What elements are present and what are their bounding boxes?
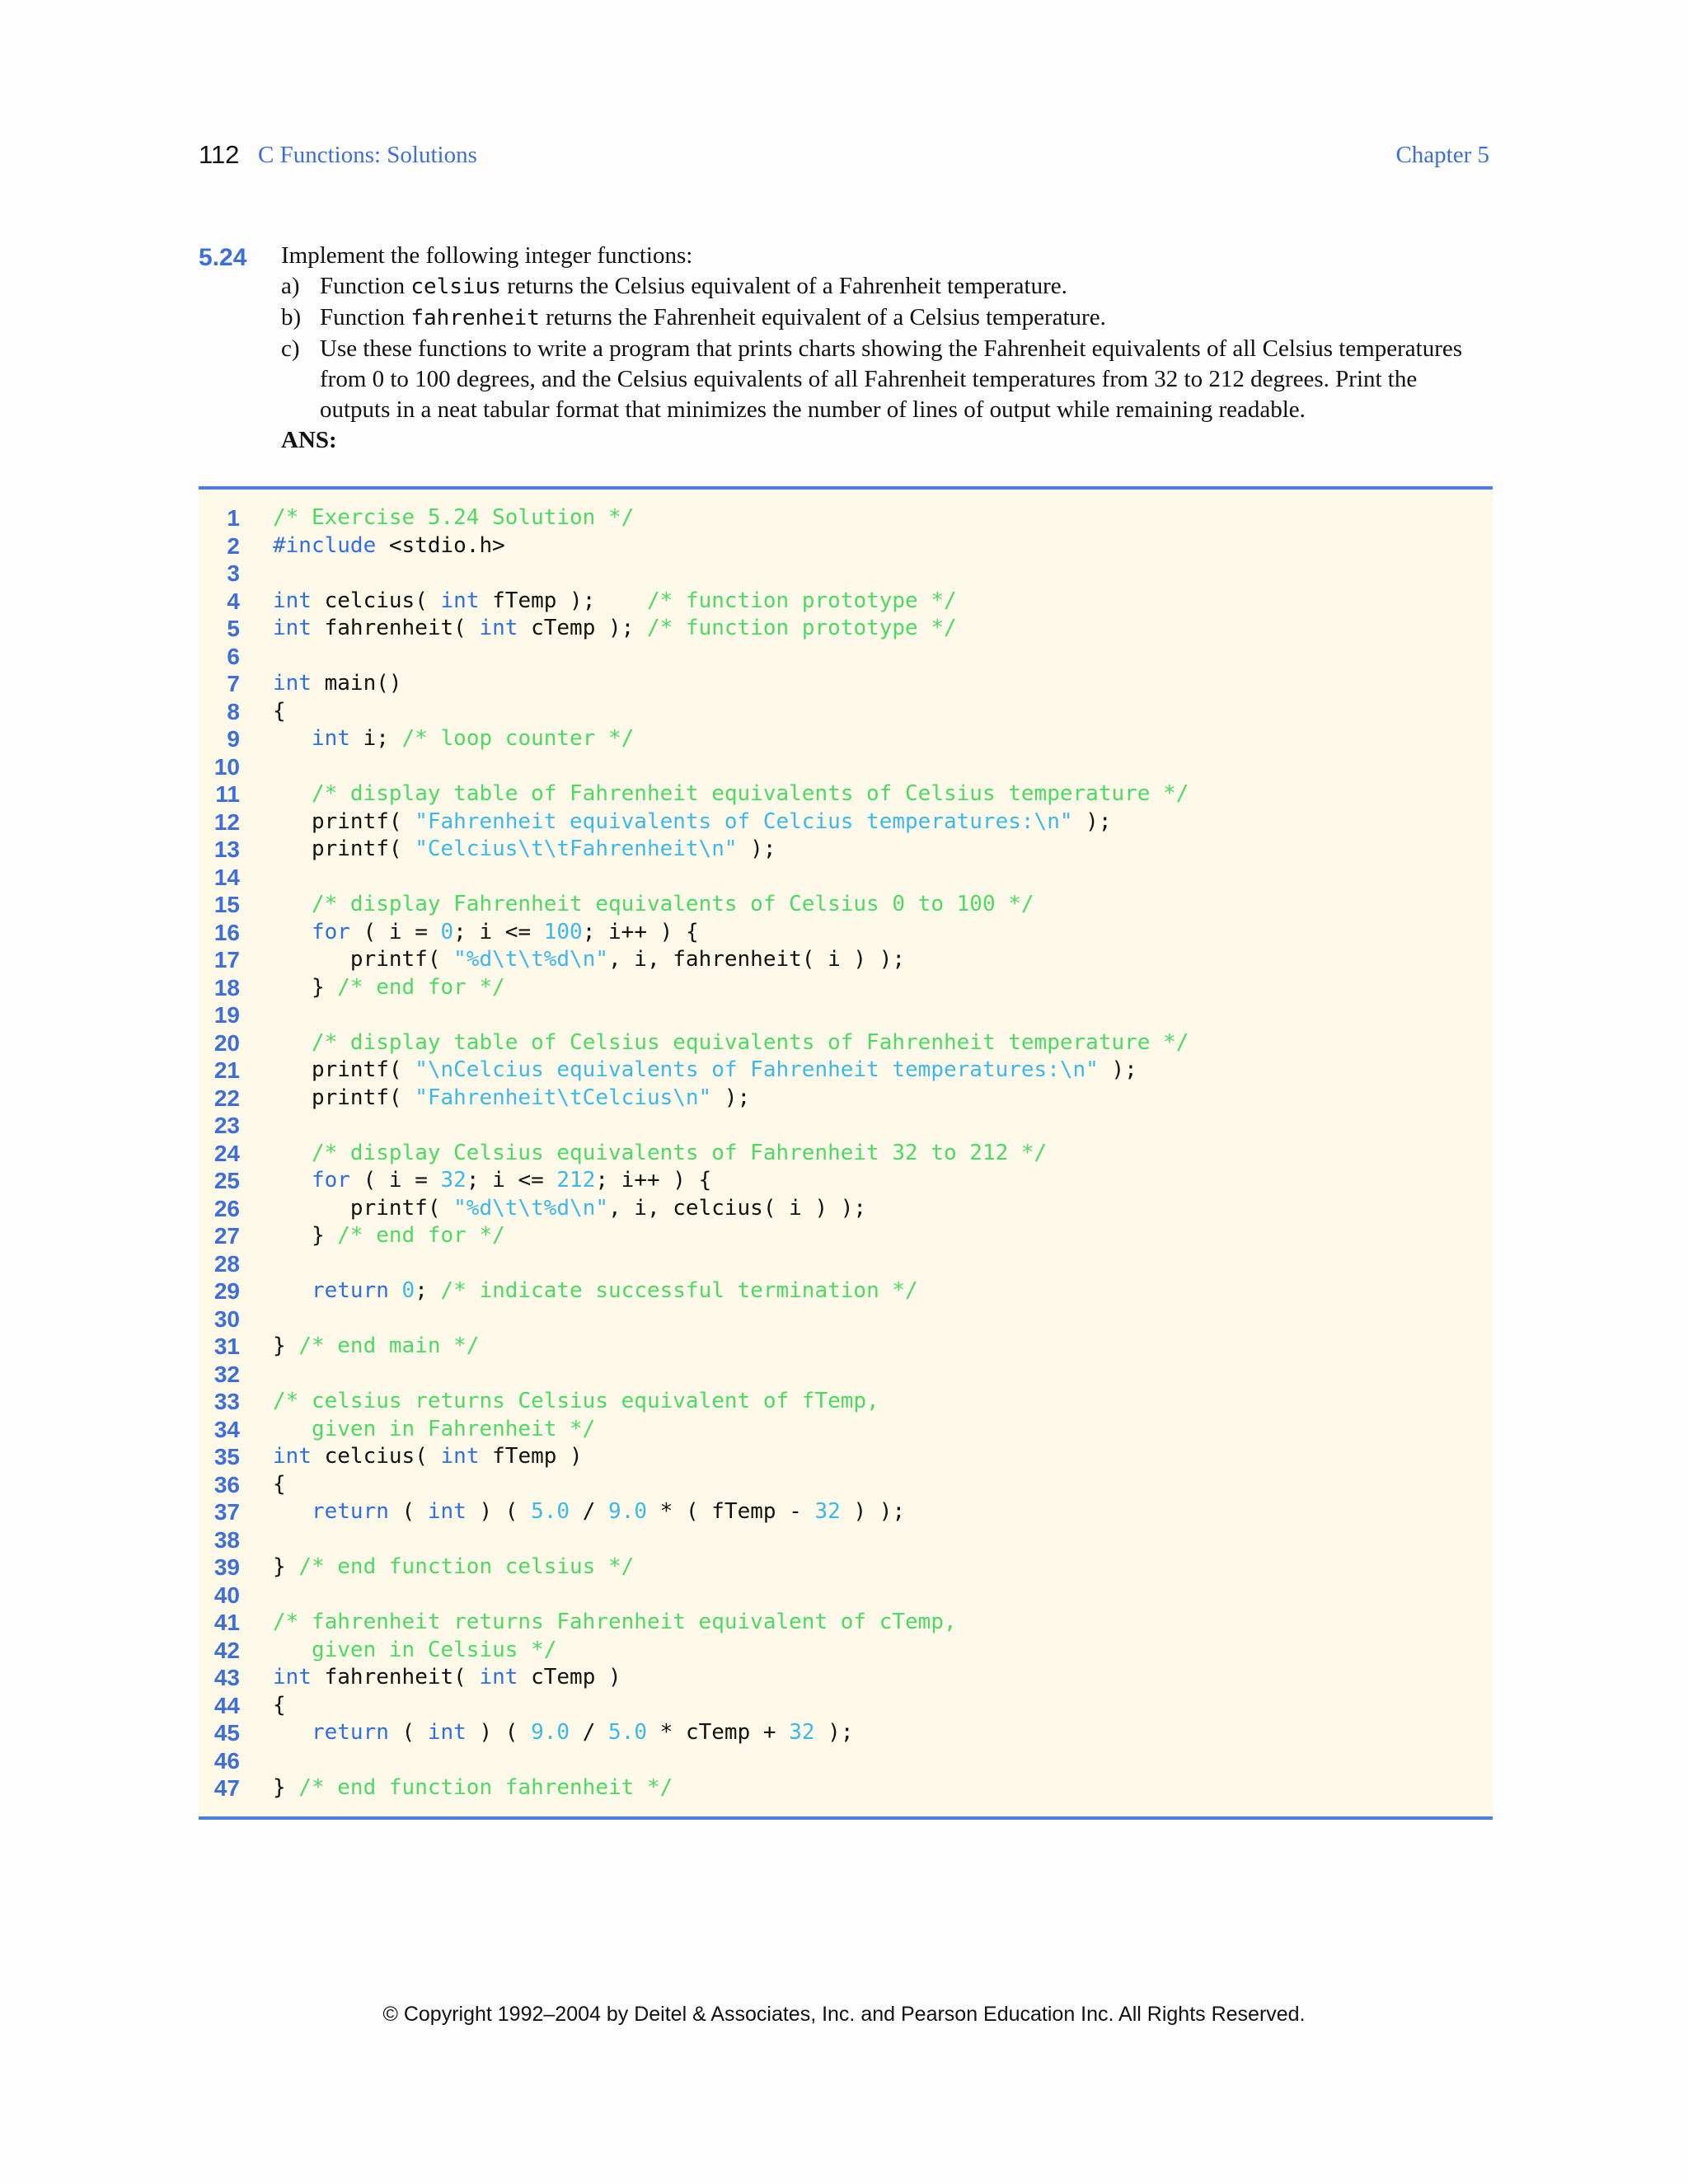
code-keyword: return — [311, 1278, 389, 1303]
code-keyword: return — [311, 1720, 389, 1745]
code-line — [199, 1361, 1493, 1389]
code-line — [199, 1774, 1493, 1802]
code-text: printf( "%d\t\t%d\n", i, celcius( i ) ); — [273, 1195, 867, 1221]
code-preprocessor: #include — [273, 532, 389, 558]
code-line — [199, 1747, 1493, 1775]
code-line — [199, 1609, 1493, 1637]
code-comment: /* end function fahrenheit */ — [298, 1775, 673, 1800]
code-string: "Fahrenheit\tCelcius\n" — [415, 1085, 712, 1110]
line-number: 27 — [213, 1223, 240, 1249]
line-number: 15 — [213, 892, 240, 917]
line-number: 4 — [227, 588, 240, 614]
code-text: for ( i = 0; i <= 100; i++ ) { — [311, 919, 699, 944]
code-line — [199, 1167, 1493, 1195]
code-text — [273, 780, 1189, 808]
code-comment: /* function prototype */ — [646, 588, 957, 613]
code-line — [199, 974, 1493, 1002]
code-line — [199, 532, 1493, 560]
code-line — [199, 891, 1493, 919]
code-line — [199, 836, 1493, 864]
line-number: 47 — [213, 1775, 240, 1801]
line-number: 42 — [213, 1637, 240, 1663]
line-number: 13 — [213, 837, 240, 862]
code-line — [199, 1250, 1493, 1278]
code-text — [273, 1609, 957, 1637]
line-number: 7 — [227, 671, 240, 696]
code-keyword: int — [273, 1444, 312, 1469]
line-number: 5 — [227, 616, 240, 641]
line-number: 14 — [213, 864, 240, 890]
line-number: 29 — [213, 1278, 240, 1304]
code-text: int celcius( int fTemp ) — [273, 1444, 583, 1469]
code-text: int celcius( int fTemp ); /* function prototype */ — [273, 588, 957, 613]
code-text: { — [273, 1471, 286, 1497]
line-number: 3 — [227, 560, 240, 586]
code-text: { — [273, 1692, 286, 1718]
exercise-body — [281, 241, 1493, 456]
code-text: printf( "%d\t\t%d\n", i, fahrenheit( i ) ); — [273, 947, 906, 972]
code-string: "%d\t\t%d\n" — [453, 1195, 608, 1221]
code-keyword: int — [479, 616, 518, 640]
code-listing — [199, 486, 1493, 1820]
code-text — [273, 1140, 1047, 1168]
code-keyword: int — [311, 726, 350, 751]
code-text: printf( "Celcius\t\tFahrenheit\n" ); — [273, 837, 776, 861]
code-line — [199, 1554, 1493, 1582]
code-line — [199, 1498, 1493, 1526]
line-number: 12 — [213, 808, 240, 835]
code-text: return ( int ) ( 9.0 / 5.0 * cTemp + 32 ); — [311, 1720, 854, 1745]
code-comment: /* celsius returns Celsius equivalent of fTemp, — [273, 1389, 879, 1413]
line-number: 44 — [213, 1692, 240, 1718]
code-comment: /* function prototype */ — [646, 616, 957, 640]
code-line — [199, 1471, 1493, 1499]
line-number: 26 — [213, 1195, 240, 1221]
line-number: 11 — [215, 781, 240, 807]
line-number: 30 — [213, 1305, 240, 1332]
code-line — [199, 1222, 1493, 1250]
code-keyword: int — [479, 1665, 518, 1690]
code-text: printf( "\nCelcius equivalents of Fahrenheit temperatures:\n" ); — [273, 1057, 1137, 1082]
code-keyword: int — [427, 1720, 467, 1745]
line-number: 9 — [227, 726, 240, 752]
line-number: 10 — [213, 753, 240, 780]
code-comment: /* indicate successful termination */ — [440, 1278, 918, 1303]
code-text: } /* end main */ — [273, 1333, 480, 1358]
code-line — [199, 1664, 1493, 1692]
page-number: 112 — [199, 140, 240, 169]
line-number: 46 — [213, 1747, 240, 1774]
code-keyword: return — [311, 1499, 389, 1524]
code-line — [199, 1333, 1493, 1361]
code-comment: /* end function celsius */ — [298, 1554, 635, 1579]
code-line — [199, 1085, 1493, 1113]
line-number: 41 — [213, 1610, 240, 1635]
code-line — [199, 1029, 1493, 1057]
line-number: 19 — [213, 1002, 240, 1028]
code-number: 32 — [814, 1499, 841, 1524]
code-comment: given in Celsius */ — [273, 1637, 557, 1662]
code-text: int fahrenheit( int cTemp ); /* function prototype */ — [273, 616, 957, 640]
code-text — [273, 1388, 879, 1416]
code-text: } /* end for */ — [273, 1223, 505, 1248]
code-line — [199, 780, 1493, 808]
line-number: 31 — [213, 1333, 240, 1359]
line-number: 35 — [213, 1444, 240, 1469]
code-line — [199, 1001, 1493, 1029]
code-number: 5.0 — [608, 1720, 648, 1745]
code-comment: /* display table of Fahrenheit equivalents of Celsius temperature */ — [311, 781, 1189, 806]
line-number: 23 — [213, 1113, 240, 1138]
code-line — [199, 864, 1493, 892]
code-line — [199, 1582, 1493, 1610]
code-keyword: int — [273, 671, 312, 696]
code-text: return 0; /* indicate successful termination */ — [311, 1278, 918, 1303]
line-number: 32 — [213, 1361, 240, 1387]
exercise-part: b) Function fahrenheit returns the Fahrenheit equivalent of a Celsius temperature. — [281, 302, 1493, 334]
line-number: 24 — [213, 1140, 240, 1166]
code-comment: /* fahrenheit returns Fahrenheit equivalent of cTemp, — [273, 1610, 957, 1634]
copyright-footer: © Copyright 1992–2004 by Deitel & Associates, Inc. and Pearson Education Inc. All Rights Reserved. — [382, 2003, 1306, 2026]
code-line — [199, 504, 1493, 532]
page-header — [199, 140, 1489, 176]
code-number: 9.0 — [531, 1720, 570, 1745]
code-text: { — [273, 698, 286, 724]
line-number: 2 — [227, 532, 240, 559]
line-number: 45 — [213, 1720, 240, 1746]
code-line — [199, 1637, 1493, 1665]
line-number: 22 — [213, 1085, 240, 1111]
code-text: } /* end function celsius */ — [273, 1554, 635, 1579]
code-text: printf( "Fahrenheit equivalents of Celcius temperatures:\n" ); — [273, 808, 1112, 834]
code-string: "Celcius\t\tFahrenheit\n" — [415, 837, 738, 861]
code-string: "\nCelcius equivalents of Fahrenheit temperatures:\n" — [415, 1057, 1099, 1082]
code-number: 5.0 — [531, 1499, 570, 1524]
exercise — [199, 241, 1493, 456]
line-number: 6 — [227, 643, 240, 669]
line-number: 21 — [213, 1057, 240, 1083]
code-line — [199, 643, 1493, 671]
code-text — [273, 891, 1034, 919]
chapter-label: Chapter 5 — [1395, 142, 1489, 168]
code-line — [199, 1692, 1493, 1720]
code-text — [273, 504, 634, 532]
code-lines — [199, 504, 1493, 1802]
line-number: 28 — [213, 1250, 240, 1277]
code-comment: /* end for */ — [337, 1223, 505, 1248]
line-number: 18 — [213, 974, 240, 1001]
code-line — [199, 1277, 1493, 1305]
line-number: 16 — [213, 919, 240, 945]
code-number: 32 — [789, 1720, 815, 1745]
code-text: int main() — [273, 671, 402, 696]
code-text: } /* end function fahrenheit */ — [273, 1775, 673, 1800]
code-text: return ( int ) ( 5.0 / 9.0 * ( fTemp - 32 ) ); — [311, 1499, 906, 1524]
line-number: 33 — [213, 1389, 240, 1414]
code-line — [199, 1526, 1493, 1554]
code-keyword: int — [273, 1665, 312, 1690]
line-number: 20 — [213, 1029, 240, 1056]
code-line — [199, 1195, 1493, 1223]
line-number: 43 — [213, 1665, 240, 1690]
code-keyword: for — [311, 1168, 350, 1193]
code-number: 9.0 — [608, 1499, 648, 1524]
exercise-number: 5.24 — [199, 244, 247, 271]
code-line — [199, 1443, 1493, 1471]
code-text: } /* end for */ — [273, 974, 505, 1000]
line-number: 34 — [213, 1416, 240, 1442]
code-line — [199, 725, 1493, 753]
code-comment: /* end main */ — [298, 1333, 480, 1358]
code-text: int i; /* loop counter */ — [311, 726, 635, 751]
code-comment: /* Exercise 5.24 Solution */ — [273, 505, 635, 530]
code-text: #include <stdio.h> — [273, 532, 505, 558]
line-number: 25 — [213, 1168, 240, 1193]
code-line — [199, 946, 1493, 974]
exercise-parts — [281, 271, 1493, 425]
code-text — [273, 1416, 595, 1444]
code-line — [199, 1140, 1493, 1168]
code-line — [199, 808, 1493, 837]
code-text: for ( i = 32; i <= 212; i++ ) { — [311, 1168, 712, 1193]
line-number: 38 — [213, 1526, 240, 1553]
code-string: "%d\t\t%d\n" — [453, 947, 608, 972]
exercise-intro: Implement the following integer functions: — [281, 242, 693, 269]
line-number: 17 — [213, 947, 240, 972]
code-line — [199, 1416, 1493, 1444]
code-comment: /* display Fahrenheit equivalents of Celsius 0 to 100 */ — [311, 892, 1034, 916]
code-comment: /* loop counter */ — [401, 726, 635, 751]
code-number: 32 — [440, 1168, 467, 1193]
code-keyword: int — [440, 1444, 480, 1469]
code-line — [199, 1112, 1493, 1140]
code-keyword: for — [311, 919, 350, 944]
code-comment: /* display Celsius equivalents of Fahrenheit 32 to 212 */ — [311, 1140, 1048, 1165]
line-number: 36 — [213, 1471, 240, 1497]
code-keyword: int — [440, 588, 480, 613]
code-text: printf( "Fahrenheit\tCelcius\n" ); — [273, 1085, 751, 1110]
code-keyword: int — [427, 1499, 467, 1524]
code-comment: /* end for */ — [337, 974, 505, 1000]
code-text — [273, 1029, 1189, 1057]
code-number: 0 — [401, 1278, 415, 1303]
exercise-part: a) Function celsius returns the Celsius equivalent of a Fahrenheit temperature. — [281, 271, 1493, 302]
code-text: int fahrenheit( int cTemp ) — [273, 1665, 621, 1690]
line-number: 8 — [227, 698, 240, 724]
code-string: "Fahrenheit equivalents of Celcius temperatures:\n" — [415, 808, 1073, 834]
code-line — [199, 1057, 1493, 1085]
code-keyword: int — [273, 588, 312, 613]
part-label: c) — [281, 335, 300, 362]
code-number: 212 — [556, 1168, 596, 1193]
line-number: 37 — [213, 1499, 240, 1525]
line-number: 1 — [227, 505, 240, 531]
part-label: b) — [281, 304, 302, 330]
inline-code: fahrenheit — [410, 306, 540, 330]
code-comment: given in Fahrenheit */ — [273, 1416, 596, 1441]
inline-code: celsius — [410, 274, 501, 299]
code-line — [199, 560, 1493, 588]
exercise-part: c) Use these functions to write a program that prints charts showing the Fahrenheit equivalents of all Celsius temperatures from 0 to 100 degrees, and the Celsius equivalents of all Fahrenheit temperatures from 32 to 212 degrees. Print the outputs in a neat tabular format that minimizes the number of lines of output while remaining readable. — [281, 335, 1463, 423]
code-line — [199, 919, 1493, 947]
code-line — [199, 588, 1493, 616]
code-comment: /* display table of Celsius equivalents of Fahrenheit temperature */ — [311, 1029, 1189, 1055]
code-line — [199, 1719, 1493, 1747]
code-keyword: int — [273, 616, 312, 640]
part-label: a) — [281, 273, 300, 299]
code-line — [199, 615, 1493, 643]
line-number: 39 — [213, 1554, 240, 1580]
code-line — [199, 753, 1493, 781]
code-line — [199, 698, 1493, 726]
code-text — [273, 1637, 556, 1665]
code-number: 0 — [440, 919, 454, 944]
running-title: C Functions: Solutions — [258, 142, 477, 168]
code-number: 100 — [543, 919, 583, 944]
line-number: 40 — [213, 1582, 240, 1608]
code-line — [199, 1388, 1493, 1416]
answer-label: ANS: — [281, 427, 337, 453]
code-line — [199, 670, 1493, 698]
code-line — [199, 1305, 1493, 1333]
